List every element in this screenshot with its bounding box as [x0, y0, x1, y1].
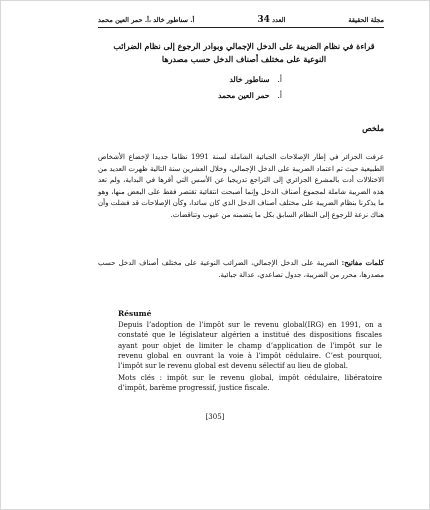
running-header	[98, 15, 384, 28]
author-1	[218, 72, 282, 88]
abstract-fr-heading: Résumé	[118, 309, 152, 318]
abstract-fr-body	[118, 320, 382, 371]
author-list	[218, 72, 282, 104]
keywords-ar-text: الضريبة على الدخل الإجمالي، الضرائب النوعية على مختلف أصناف الدخل حسب مصدرها، محرر من الضريبة، جدول تصاعدي، عدالة جبائية.	[98, 259, 384, 279]
author-2	[218, 88, 282, 104]
author-2-prefix: أ.	[277, 91, 282, 100]
abstract-ar-heading: ملخص	[362, 123, 384, 133]
header-authors: أ. سناطور خالد ،أ. حمر العين محمد	[98, 16, 195, 24]
abstract-fr-text: Depuis l’adoption de l’impôt sur le revenu global(IRG) en 1991, on a constaté que le législateur algérien a institué des dispositions fiscales ayant pour objet de limiter le champ d’application de l’impôt sur le revenu global en ouvrant la voie à l’impôt cédulaire. C’est pourquoi, l’impôt sur le revenu global est devenu sélectif au lieu de global.	[118, 321, 382, 371]
header-journal: مجلة الحقيقة	[348, 16, 384, 24]
header-issue-number: 34	[257, 15, 270, 25]
author-1-name: سناطور خالد	[229, 75, 270, 84]
article-title: قراءة في نظام الضريبة على الدخل الإجمالي وبوادر الرجوع إلى نظام الضرائب النوعية على مختلف أصناف الدخل حسب مصدرها	[113, 41, 375, 64]
author-2-name: حمر العين محمد	[218, 91, 270, 100]
page-number: [305]	[205, 413, 225, 421]
keywords-ar	[98, 257, 384, 281]
abstract-ar-body	[98, 152, 384, 222]
header-issue-label: العدد	[272, 16, 286, 24]
keywords-ar-label: كلمات مفاتيح:	[341, 258, 384, 267]
abstract-ar-text: عرفت الجزائر في إطار الإصلاحات الجبائية الشاملة لسنة 1991 نظاما جديدا لإخضاع الأشخاص الطبيعية حيث تم اعتماد الضريبة على الدخل الإجمالي، وخلال العشرين سنة التالية ظهرت العديد من الاختلالات أدت بالمشرع الجزائري إلى التراجع تدريجيا عن الأسس التي أقرها في البداية، ولم تعد هذه الضريبة شاملة لمجموع أصناف الدخل وإنما أصبحت انتقائية تقتصر فقط على البعض منها، وهو ما يذكرنا بنظام الضريبة على مختلف أصناف الدخل الذي كان سائدا، وكأن الإصلاحات قد فشلت وأن هناك نزعة للرجوع إلى النظام السابق بكل ما يتضمنه من عيوب وتناقضات.	[98, 153, 384, 219]
author-1-prefix: أ.	[277, 75, 282, 84]
header-issue	[257, 15, 285, 25]
keywords-fr: Mots clés : impôt sur le revenu global, impôt cédulaire, libératoire d’impôt, barème progressif, justice fiscale.	[118, 374, 382, 393]
